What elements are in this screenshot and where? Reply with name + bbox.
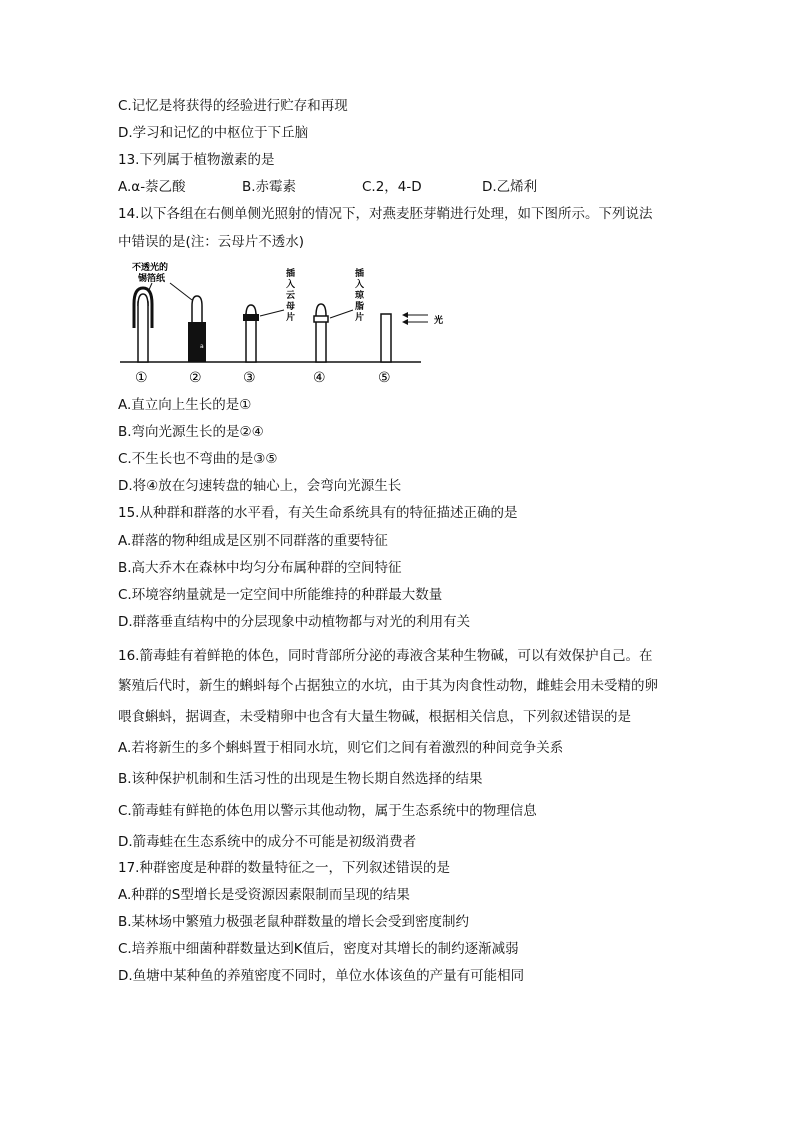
light-arrows — [402, 312, 428, 325]
figure-number-4: ④ — [313, 370, 326, 386]
q16-stem-line1: 16.箭毒蛙有着鲜艳的体色，同时背部所分泌的毒液含某种生物碱，可以有效保护自己。在 — [118, 648, 653, 664]
q14-stem-line1: 14.以下各组在右侧单侧光照射的情况下，对燕麦胚芽鞘进行处理，如下图所示。下列说法 — [118, 206, 653, 222]
figure-number-2: ② — [189, 370, 202, 386]
q17-option-d: D.鱼塘中某种鱼的养殖密度不同时，单位水体该鱼的产量有可能相同 — [118, 968, 525, 984]
q15-option-a: A.群落的物种组成是区别不同群落的重要特征 — [118, 533, 388, 549]
svg-text:入: 入 — [286, 280, 296, 290]
q17-option-b: B.某林场中繁殖力极强老鼠种群数量的增长会受到密度制约 — [118, 914, 470, 930]
svg-text:片: 片 — [286, 313, 296, 323]
q14-stem-line2: 中错误的是(注：云母片不透水) — [118, 234, 305, 250]
q17-option-a: A.种群的S型增长是受资源因素限制而呈现的结果 — [118, 887, 410, 903]
svg-text:插: 插 — [355, 269, 365, 279]
q17-stem: 17.种群密度是种群的数量特征之一，下列叙述错误的是 — [118, 860, 450, 876]
q14-option-a: A.直立向上生长的是① — [118, 397, 252, 413]
q15-option-d: D.群落垂直结构中的分层现象中动植物都与对光的利用有关 — [118, 614, 471, 630]
svg-text:入: 入 — [355, 280, 365, 290]
svg-text:母: 母 — [286, 302, 296, 312]
q15-option-c: C.环境容纳量就是一定空间中所能维持的种群最大数量 — [118, 587, 443, 603]
svg-text:a: a — [200, 343, 204, 350]
coleoptile-figure — [118, 258, 444, 388]
q13-option-d: D.乙烯利 — [482, 179, 538, 195]
coleoptile-5 — [381, 314, 391, 362]
q17-option-c: C.培养瓶中细菌种群数量达到K值后，密度对其增长的制约逐渐减弱 — [118, 941, 519, 957]
q13-stem: 13.下列属于植物激素的是 — [118, 152, 275, 168]
q16-option-d: D.箭毒蛙在生态系统中的成分不可能是初级消费者 — [118, 834, 417, 850]
agar-label — [355, 267, 365, 323]
foil-label-2: 锡箔纸 — [138, 274, 166, 284]
svg-text:脂: 脂 — [355, 302, 365, 312]
q13-option-c: C.2，4-D — [362, 179, 422, 195]
q13-option-a: A.α-萘乙酸 — [118, 179, 186, 195]
coleoptile-1 — [134, 288, 152, 362]
coleoptile-2 — [188, 296, 206, 362]
q16-option-a: A.若将新生的多个蝌蚪置于相同水坑，则它们之间有着激烈的种间竞争关系 — [118, 740, 564, 756]
figure-number-1: ① — [135, 370, 148, 386]
mica-label — [286, 267, 295, 323]
q12-option-d: D.学习和记忆的中枢位于下丘脑 — [118, 125, 309, 141]
light-label: 光 — [434, 316, 444, 326]
svg-text:云: 云 — [286, 291, 296, 301]
svg-text:琼: 琼 — [355, 291, 365, 301]
q15-stem: 15.从种群和群落的水平看，有关生命系统具有的特征描述正确的是 — [118, 505, 518, 521]
q16-stem-line2: 繁殖后代时，新生的蝌蚪每个占据独立的水坑，由于其为肉食性动物，雌蛙会用未受精的卵 — [118, 678, 658, 694]
q14-option-b: B.弯向光源生长的是②④ — [118, 424, 264, 440]
foil-label: 不透光的 — [132, 263, 169, 273]
q16-stem-line3: 喂食蝌蚪，据调查，未受精卵中也含有大量生物碱，根据相关信息，下列叙述错误的是 — [118, 709, 631, 725]
q16-option-b: B.该种保护机制和生活习性的出现是生物长期自然选择的结果 — [118, 771, 483, 787]
q12-option-c: C.记忆是将获得的经验进行贮存和再现 — [118, 98, 348, 114]
svg-text:片: 片 — [355, 313, 365, 323]
q14-option-c: C.不生长也不弯曲的是③⑤ — [118, 451, 278, 467]
q16-option-c: C.箭毒蛙有鲜艳的体色用以警示其他动物，属于生态系统中的物理信息 — [118, 803, 537, 819]
q13-option-b: B.赤霉素 — [242, 179, 297, 195]
coleoptile-4 — [314, 304, 328, 362]
q15-option-b: B.高大乔木在森林中均匀分布属种群的空间特征 — [118, 560, 402, 576]
coleoptile-3 — [243, 305, 259, 362]
q14-option-d: D.将④放在匀速转盘的轴心上，会弯向光源生长 — [118, 478, 402, 494]
figure-number-3: ③ — [243, 370, 256, 386]
svg-text:插: 插 — [286, 269, 296, 279]
figure-number-5: ⑤ — [378, 370, 391, 386]
